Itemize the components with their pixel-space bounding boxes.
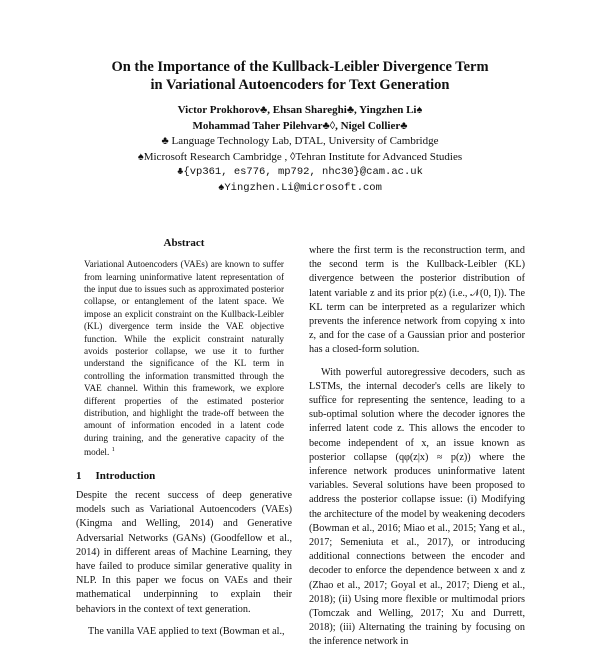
right-column xyxy=(309,244,525,650)
paper-title xyxy=(60,58,540,94)
abstract-heading: Abstract xyxy=(163,237,205,249)
affiliation-line-1: ♣ Language Technology Lab, DTAL, University of Cambridge xyxy=(161,135,439,147)
affiliation-line-2: ♠Microsoft Research Cambridge , ◊Tehran Institute for Advanced Studies xyxy=(137,150,463,163)
intro-paragraph-1: Despite the recent success of deep generative models such as Variational Autoencoders (VAEs) (Kingma and Welling, 2014) and Generative Adversarial Networks (GANs) (Goodfellow et al., 2014) in different areas of Machine Learning, they have failed to produce similar generative quality in NLP. In this paper we focus on VAEs and their mathematical underpinning to explain their behaviors in the context of text generation. xyxy=(76,489,292,615)
title-line-1: On the Importance of the Kullback-Leibler Divergence Term xyxy=(111,59,489,75)
email-line-1: ♣{vp361, es776, mp792, nhc30}@cam.ac.uk xyxy=(177,166,423,178)
title-line-2: in Variational Autoencoders for Text Generation xyxy=(150,77,450,93)
left-column xyxy=(76,236,292,639)
section-title: Introduction xyxy=(95,469,156,482)
intro-paragraph-2: The vanilla VAE applied to text (Bowman et al., xyxy=(88,625,285,637)
author-block xyxy=(60,103,540,196)
footnote-mark: 1 xyxy=(111,446,115,454)
abstract-body xyxy=(84,258,284,459)
abstract-text: Variational Autoencoders (VAEs) are known to suffer from learning uninformative latent representation of the input due to issues such as approximated posterior collapse, or entanglement of the latent space. We impose an explicit constraint on the Kullback-Leibler (KL) divergence term inside the VAE objective function. While the explicit constraint naturally avoids posterior collapse, we use it to further understand the significance of the KL term in controlling the information transmitted through the VAE channel. Within this framework, we explore different properties of the estimated posterior distribution, and highlight the trade-off between the amount of information encoded in a latent code during training, and the generative capacity of the model. xyxy=(84,259,284,458)
email-line-2: ♠Yingzhen.Li@microsoft.com xyxy=(218,181,382,194)
author-names-line-1: Victor Prokhorov♣, Ehsan Shareghi♣, Yingzhen Li♠ xyxy=(177,104,423,116)
right-paragraph-1: where the first term is the reconstruction term, and the second term is the Kullback-Leibler (KL) divergence between the posterior distribution of latent variable z and its prior p(z) (i.e., 𝒩(0, I)). The KL term can be interpreted as a regularizer which prevents the inference network from copying x into z, and for the case of a Gaussian prior and posterior has a closed-form solution. xyxy=(309,245,525,356)
author-names-line-2: Mohammad Taher Pilehvar♣◊, Nigel Collier♣ xyxy=(192,119,408,132)
right-paragraph-2: With powerful autoregressive decoders, such as LSTMs, the internal decoder's cells are likely to suffice for representing the sentence, leading to a sub-optimal solution where the decoder ignores the inferred latent code z. This allows the encoder to become independent of x, an issue known as posterior collapse (qφ(z|x) ≈ p(z)) where the inference network produces uninformative latent variables. Several solutions have been proposed to address the posterior collapse issue: (i) Modifying the architecture of the model by weakening decoders (Bowman et al., 2016; Miao et al., 2015; Yang et al., 2017; Semeniuta et al., 2017), or introducing additional connections between the encoder and decoder to enforce the dependence between x and z (Zhao et al., 2017; Goyal et al., 2017; Dieng et al., 2018); (ii) Using more flexible or multimodal priors (Tomczak and Welling, 2017; Xu and Durrett, 2018); (iii) Alternating the training by focusing on the inference network in xyxy=(309,366,525,648)
intro-heading xyxy=(76,469,292,483)
section-number: 1 xyxy=(76,469,82,482)
